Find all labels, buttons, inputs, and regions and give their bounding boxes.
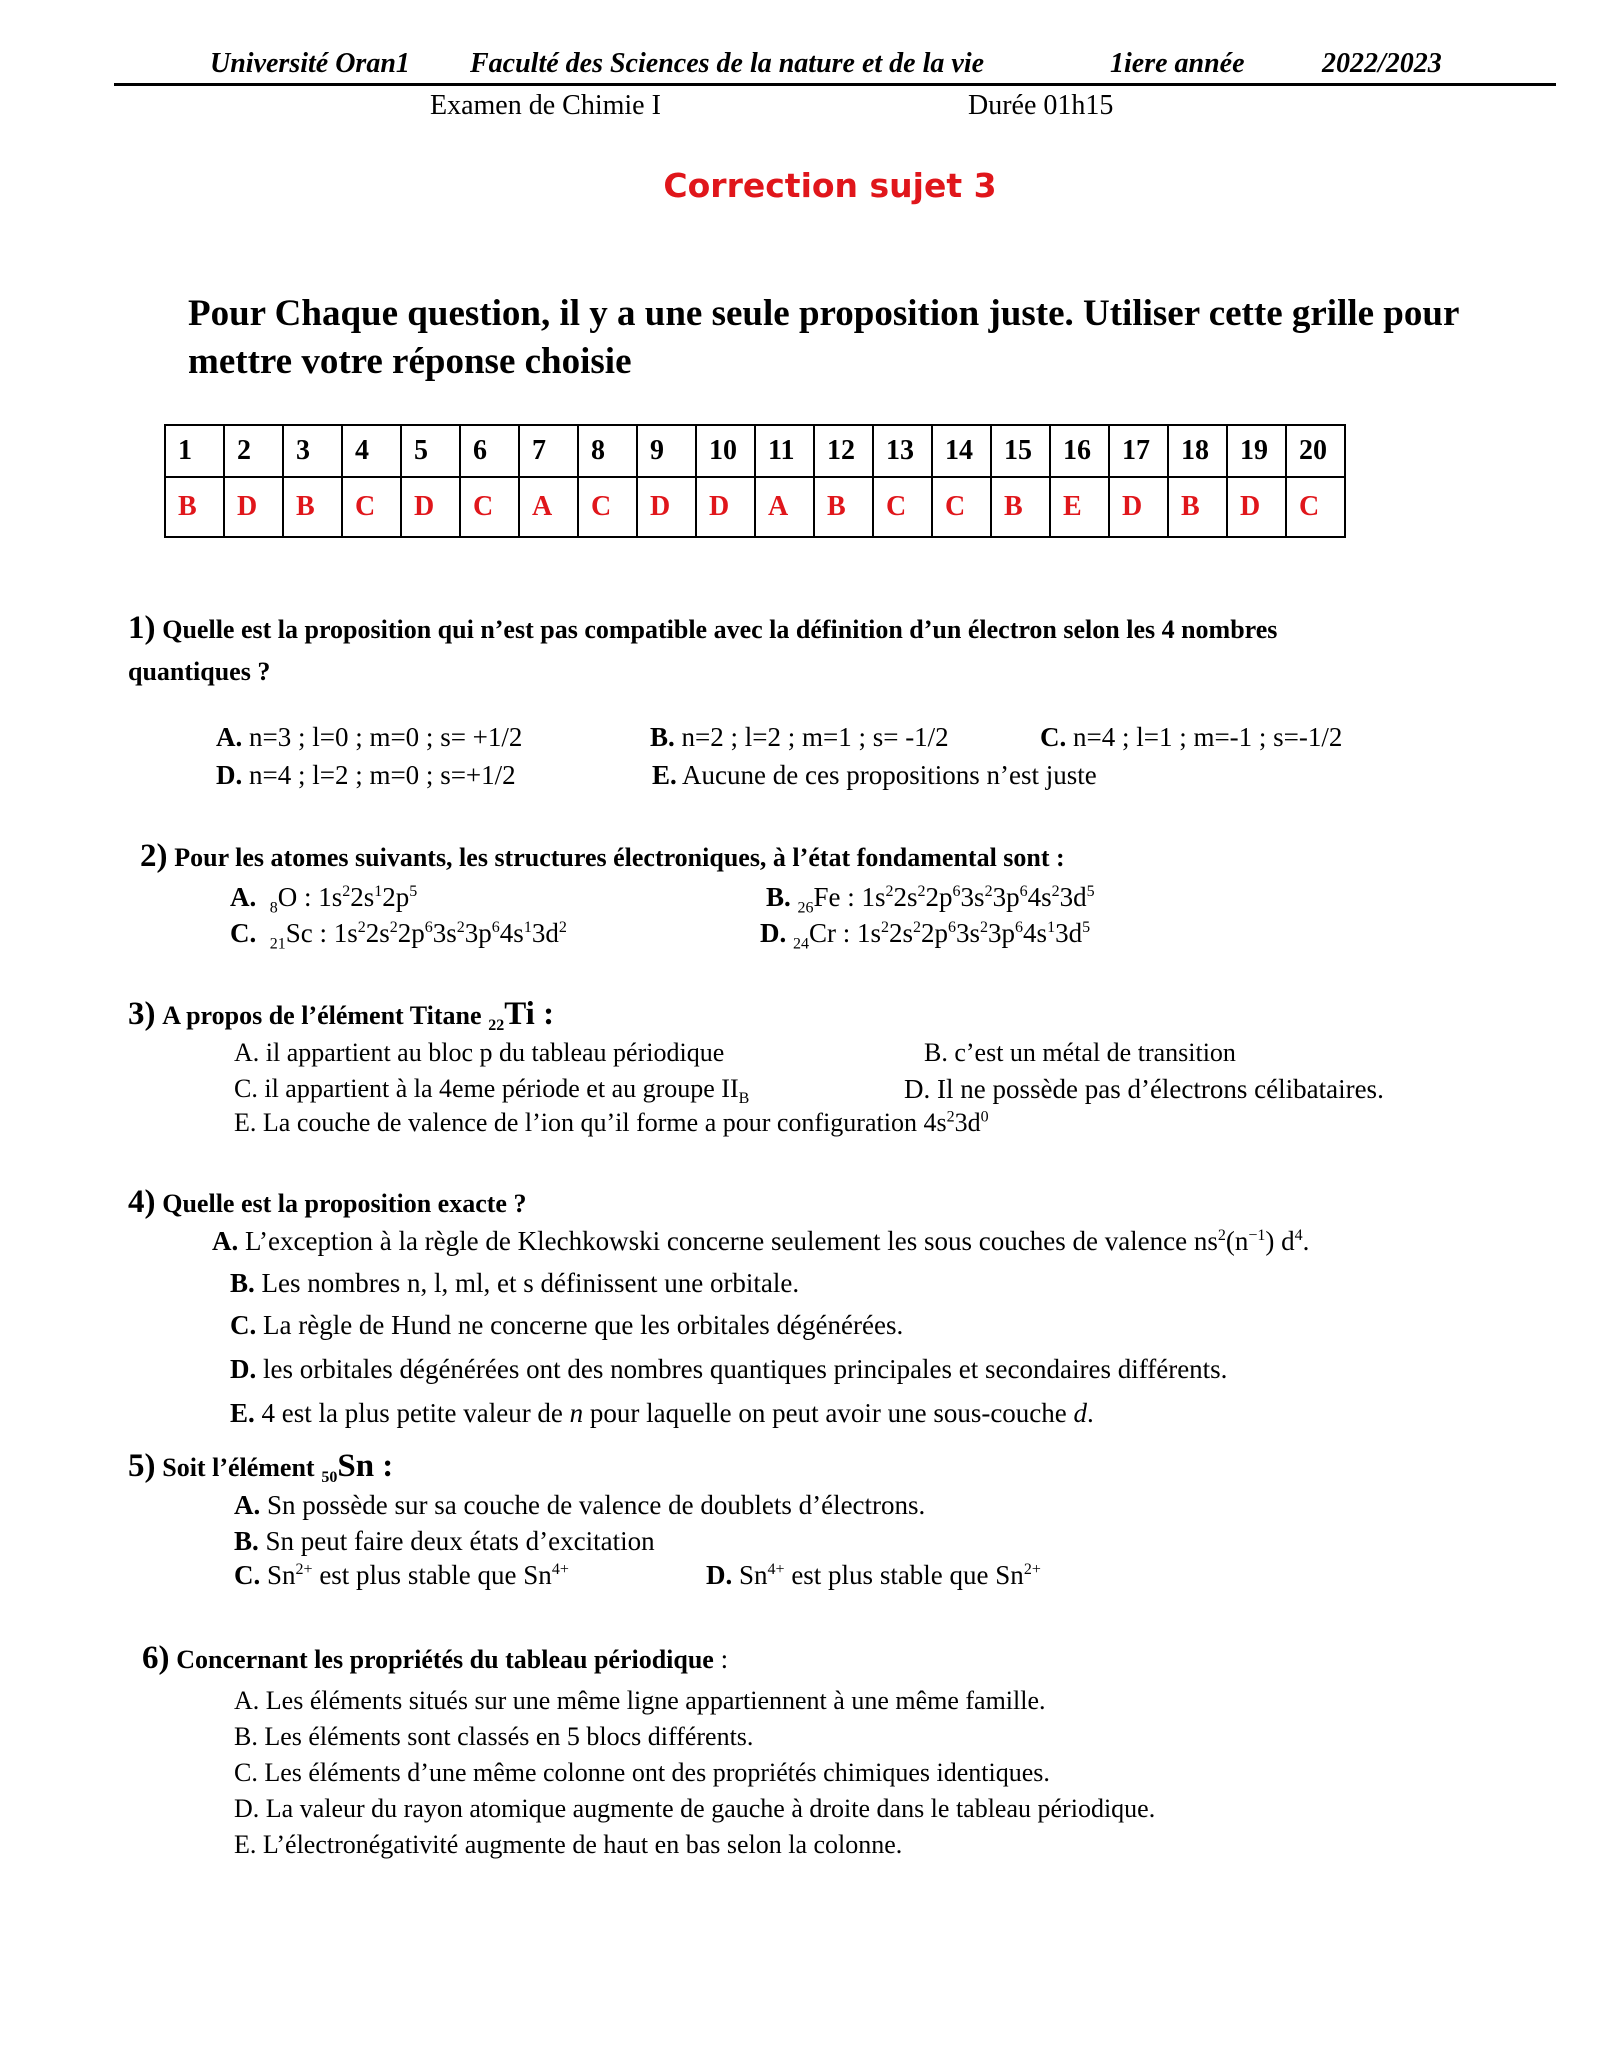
grid-number-cell: 1 bbox=[165, 425, 224, 477]
option-text: il appartient à la 4eme période et au groupe II bbox=[264, 1074, 739, 1103]
question-number: 6) bbox=[142, 1640, 170, 1676]
grid-number-cell: 16 bbox=[1050, 425, 1109, 477]
grid-number-cell: 15 bbox=[991, 425, 1050, 477]
question-2 bbox=[140, 838, 1065, 875]
grid-answer-cell: D bbox=[1227, 477, 1286, 537]
grid-answer-cell: C bbox=[932, 477, 991, 537]
option-text: La règle de Hund ne concerne que les orbitales dégénérées. bbox=[263, 1310, 904, 1340]
option-text: Il ne possède pas d’électrons célibataires. bbox=[937, 1074, 1384, 1104]
option-text: les orbitales dégénérées ont des nombres quantiques principales et secondaires différents. bbox=[263, 1354, 1228, 1384]
grid-number-cell: 14 bbox=[932, 425, 991, 477]
grid-number-cell: 7 bbox=[519, 425, 578, 477]
grid-answer-cell: C bbox=[1286, 477, 1345, 537]
grid-answer-cell: D bbox=[1109, 477, 1168, 537]
option-text: pour laquelle on peut avoir une sous-couche bbox=[589, 1398, 1067, 1428]
q5-option-b: B. Sn peut faire deux états d’excitation bbox=[234, 1526, 655, 1556]
grid-number-cell: 8 bbox=[578, 425, 637, 477]
grid-answer-cell: B bbox=[1168, 477, 1227, 537]
university: Université Oran1 bbox=[210, 48, 410, 79]
header-line bbox=[0, 48, 1600, 88]
grid-number-cell: 11 bbox=[755, 425, 814, 477]
question-number: 3) bbox=[128, 996, 156, 1032]
question-3: 3) A propos de l’élément Titane $_{22}$Ti : bbox=[128, 996, 555, 1035]
year-level: 1iere année bbox=[1110, 48, 1245, 79]
option-text: La couche de valence de l’ion qu’il forme a pour configuration 4s bbox=[262, 1108, 947, 1137]
q4-option-a: A. L’exception à la règle de Klechkowski concerne seulement les sous couches de valence $ns^2(n^{-1})$ $d^4$. bbox=[212, 1226, 1310, 1256]
q3-option-d: D. Il ne possède pas d’électrons célibataires. bbox=[904, 1074, 1384, 1104]
question-number: 5) bbox=[128, 1448, 156, 1484]
grid-answer-cell: A bbox=[755, 477, 814, 537]
q4-option-d: D. les orbitales dégénérées ont des nombres quantiques principales et secondaires différents. bbox=[230, 1354, 1228, 1384]
option-text: n=4 ; l=2 ; m=0 ; s=+1/2 bbox=[249, 760, 516, 790]
q4-option-b: B. Les nombres n, l, ml, et s définissent une orbitale. bbox=[230, 1268, 800, 1298]
grid-answer-cell: D bbox=[637, 477, 696, 537]
q3-option-a: A. il appartient au bloc p du tableau périodique bbox=[234, 1038, 725, 1067]
grid-number-cell: 13 bbox=[873, 425, 932, 477]
grid-number-cell: 17 bbox=[1109, 425, 1168, 477]
grid-number-cell: 19 bbox=[1227, 425, 1286, 477]
correction-title: Correction sujet 3 bbox=[663, 166, 997, 205]
option-text: Sn peut faire deux états d’excitation bbox=[265, 1526, 655, 1556]
option-text: est plus stable que bbox=[319, 1560, 517, 1590]
q3-option-b: B. c’est un métal de transition bbox=[924, 1038, 1236, 1067]
q2-option-d: D. $_{24}$Cr : $1s^22s^22p^63s^23p^64s^13d^5$ bbox=[760, 918, 1091, 953]
question-6: 6) Concernant les propriétés du tableau périodique : bbox=[142, 1640, 729, 1676]
grid-number-row bbox=[165, 425, 1345, 477]
question-text: A propos de l’élément Titane bbox=[162, 1001, 482, 1030]
question-text: Pour les atomes suivants, les structures électroniques, à l’état fondamental sont : bbox=[174, 843, 1065, 872]
grid-number-cell: 6 bbox=[460, 425, 519, 477]
grid-number-cell: 10 bbox=[696, 425, 755, 477]
q1-option-e: E. Aucune de ces propositions n’est juste bbox=[652, 760, 1097, 790]
q6-option-c: C. Les éléments d’une même colonne ont des propriétés chimiques identiques. bbox=[234, 1758, 1050, 1787]
grid-number-cell: 12 bbox=[814, 425, 873, 477]
option-text: Les éléments d’une même colonne ont des propriétés chimiques identiques. bbox=[264, 1758, 1050, 1787]
question-4 bbox=[128, 1184, 526, 1221]
grid-number-cell: 4 bbox=[342, 425, 401, 477]
question-number: 2) bbox=[140, 838, 168, 874]
faculty: Faculté des Sciences de la nature et de la vie bbox=[470, 48, 985, 79]
grid-answer-cell: B bbox=[165, 477, 224, 537]
option-text: n=4 ; l=1 ; m=-1 ; s=-1/2 bbox=[1073, 722, 1343, 752]
q5-option-c: C. $Sn^{2+}$ est plus stable que $Sn^{4+}$ bbox=[234, 1560, 569, 1590]
q2-option-a: A. $_8$O : $1s^22s^12p^5$ bbox=[230, 882, 418, 917]
question-text: quantiques ? bbox=[128, 657, 271, 686]
q6-option-b: B. Les éléments sont classés en 5 blocs différents. bbox=[234, 1722, 754, 1751]
option-text: n=3 ; l=0 ; m=0 ; s= +1/2 bbox=[249, 722, 523, 752]
question-text: Quelle est la proposition qui n’est pas compatible avec la définition d’un électron selon les 4 nombres bbox=[162, 615, 1278, 644]
grid-answer-row bbox=[165, 477, 1345, 537]
option-text: c’est un métal de transition bbox=[954, 1038, 1236, 1067]
q6-option-a: A. Les éléments situés sur une même ligne appartiennent à une même famille. bbox=[234, 1686, 1046, 1715]
option-text: Aucune de ces propositions n’est juste bbox=[682, 760, 1097, 790]
grid-answer-cell: B bbox=[814, 477, 873, 537]
q3-option-c: C. il appartient à la 4eme période et au groupe $II_B$ bbox=[234, 1074, 750, 1108]
grid-number-cell: 20 bbox=[1286, 425, 1345, 477]
question-text: Quelle est la proposition exacte ? bbox=[162, 1189, 527, 1218]
grid-answer-cell: A bbox=[519, 477, 578, 537]
option-text: n=2 ; l=2 ; m=1 ; s= -1/2 bbox=[681, 722, 949, 752]
header-rule bbox=[114, 83, 1556, 86]
q1-option-d: D. n=4 ; l=2 ; m=0 ; s=+1/2 bbox=[216, 760, 516, 790]
grid-number-cell: 2 bbox=[224, 425, 283, 477]
q3-option-e: E. La couche de valence de l’ion qu’il forme a pour configuration $4s^23d^0$ bbox=[234, 1108, 989, 1137]
grid-answer-cell: D bbox=[696, 477, 755, 537]
grid-number-cell: 5 bbox=[401, 425, 460, 477]
option-text: 4 est la plus petite valeur de bbox=[261, 1398, 563, 1428]
instructions: Pour Chaque question, il y a une seule proposition juste. Utiliser cette grille pour mettre votre réponse choisie bbox=[188, 293, 1459, 382]
q2-option-b: B. $_{26}$Fe : $1s^22s^22p^63s^23p^64s^23d^5$ bbox=[766, 882, 1095, 917]
answer-grid bbox=[164, 424, 1346, 538]
q4-option-e: E. 4 est la plus petite valeur de n pour laquelle on peut avoir une sous-couche d. bbox=[230, 1398, 1094, 1428]
option-text: est plus stable que bbox=[791, 1560, 989, 1590]
exam-duration: Durée 01h15 bbox=[968, 90, 1114, 121]
grid-answer-cell: B bbox=[283, 477, 342, 537]
grid-answer-cell: D bbox=[401, 477, 460, 537]
grid-answer-cell: C bbox=[342, 477, 401, 537]
grid-answer-cell: D bbox=[224, 477, 283, 537]
grid-answer-cell: B bbox=[991, 477, 1050, 537]
option-text: La valeur du rayon atomique augmente de gauche à droite dans le tableau périodique. bbox=[265, 1794, 1156, 1823]
grid-number-cell: 9 bbox=[637, 425, 696, 477]
grid-number-cell: 18 bbox=[1168, 425, 1227, 477]
q1-option-b: B. n=2 ; l=2 ; m=1 ; s= -1/2 bbox=[650, 722, 949, 752]
option-text: L’exception à la règle de Klechkowski concerne seulement les sous couches de valence ns bbox=[245, 1226, 1218, 1256]
option-text: Les éléments situés sur une même ligne appartiennent à une même famille. bbox=[265, 1686, 1046, 1715]
question-1 bbox=[128, 610, 1277, 647]
q5-option-a: A. Sn possède sur sa couche de valence de doublets d’électrons. bbox=[234, 1490, 926, 1520]
grid-answer-cell: C bbox=[460, 477, 519, 537]
option-text: Les éléments sont classés en 5 blocs différents. bbox=[264, 1722, 754, 1751]
option-text: Les nombres n, l, ml, et s définissent une orbitale. bbox=[261, 1268, 800, 1298]
grid-number-cell: 3 bbox=[283, 425, 342, 477]
question-5: 5) Soit l’élément $_{50}$Sn : bbox=[128, 1448, 394, 1487]
grid-answer-cell: C bbox=[578, 477, 637, 537]
q5-option-d: D. $Sn^{4+}$ est plus stable que $Sn^{2+}$ bbox=[706, 1560, 1041, 1590]
academic-year: 2022/2023 bbox=[1322, 48, 1442, 79]
exam-title: Examen de Chimie I bbox=[430, 90, 661, 121]
question-number: 4) bbox=[128, 1184, 156, 1220]
question-text: Concernant les propriétés du tableau périodique bbox=[176, 1645, 714, 1674]
grid-answer-cell: E bbox=[1050, 477, 1109, 537]
q2-option-c: C. $_{21}$Sc : $1s^22s^22p^63s^23p^64s^13d^2$ bbox=[230, 918, 567, 953]
q6-option-d: D. La valeur du rayon atomique augmente de gauche à droite dans le tableau périodique. bbox=[234, 1794, 1156, 1823]
question-number: 1) bbox=[128, 610, 156, 646]
option-text: Sn possède sur sa couche de valence de doublets d’électrons. bbox=[267, 1490, 926, 1520]
grid-answer-cell: C bbox=[873, 477, 932, 537]
question-1-line2 bbox=[128, 656, 270, 687]
q1-option-a: A. n=3 ; l=0 ; m=0 ; s= +1/2 bbox=[216, 722, 523, 752]
option-text: L’électronégativité augmente de haut en bas selon la colonne. bbox=[262, 1830, 903, 1859]
option-text: il appartient au bloc p du tableau périodique bbox=[265, 1038, 725, 1067]
q1-option-c: C. n=4 ; l=1 ; m=-1 ; s=-1/2 bbox=[1040, 722, 1343, 752]
q6-option-e: E. L’électronégativité augmente de haut en bas selon la colonne. bbox=[234, 1830, 903, 1859]
question-text: Soit l’élément bbox=[162, 1453, 315, 1482]
q4-option-c: C. La règle de Hund ne concerne que les orbitales dégénérées. bbox=[230, 1310, 904, 1340]
